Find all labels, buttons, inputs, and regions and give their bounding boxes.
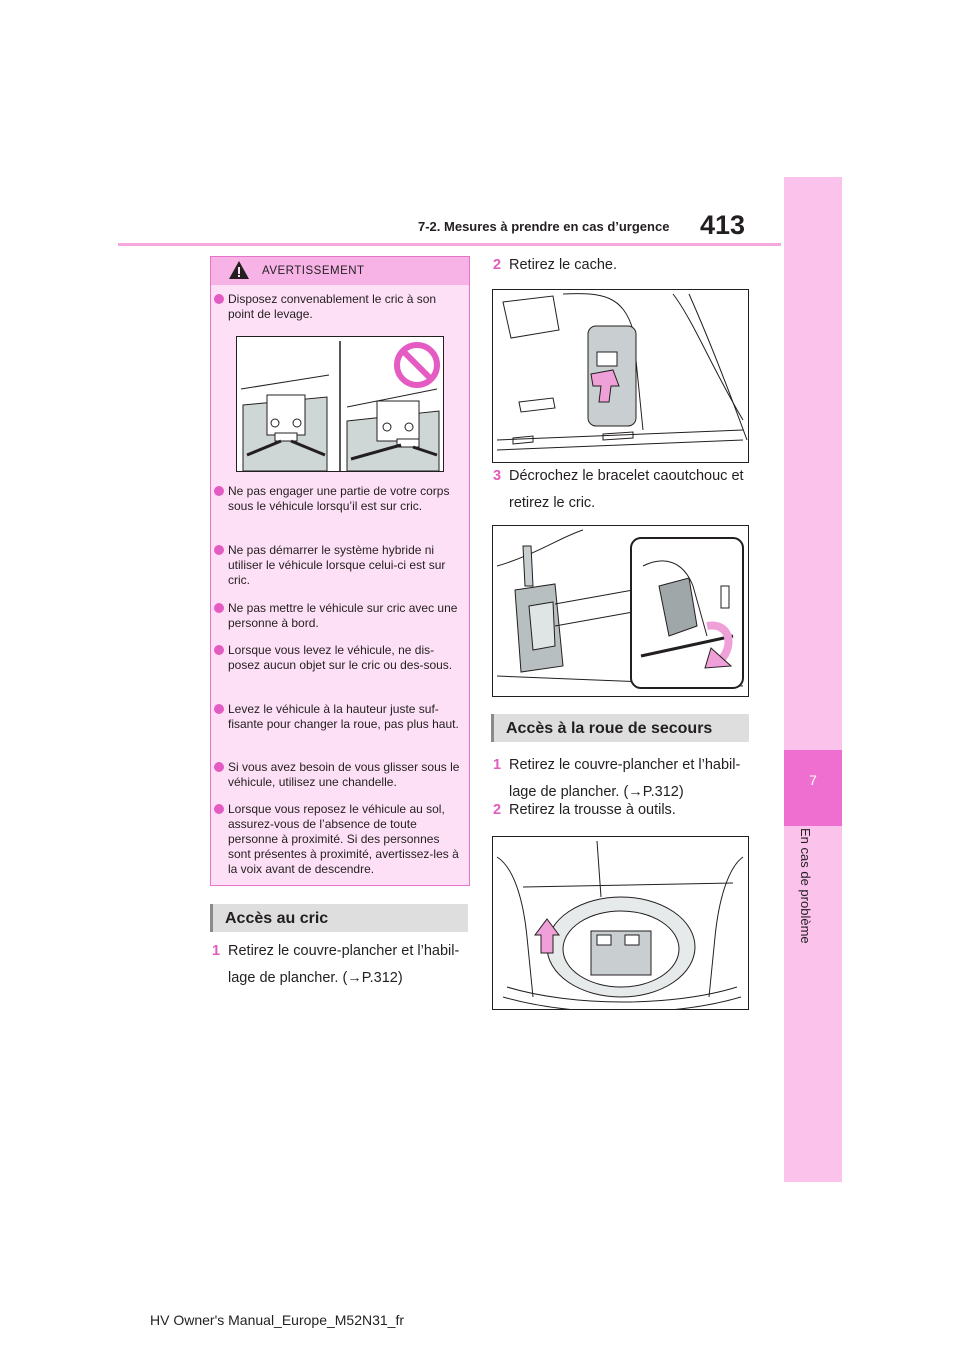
step-item: 1 Retirez le couvre-plancher et l’habil-lage de plancher. (→P.312) bbox=[493, 757, 741, 800]
warning-item: Lorsque vous reposez le véhicule au sol, assurez-vous de l’absence de toute personne à proximité. Si des personnes sont présentes à proximité, avertissez-les à la voix avant de descendre. bbox=[214, 802, 462, 877]
step-item: 2 Retirez le cache. bbox=[493, 257, 617, 273]
spare-wheel-illustration bbox=[492, 836, 749, 1010]
cover-removal-illustration bbox=[492, 289, 749, 463]
step-item: 2 Retirez la trousse à outils. bbox=[493, 802, 676, 818]
page-number: 413 bbox=[700, 210, 746, 240]
step-item: 1 Retirez le couvre-plancher et l’habil-lage de plancher. (→P.312) bbox=[212, 943, 460, 986]
section-heading-acces-cric: Accès au cric bbox=[210, 904, 468, 932]
jack-placement-illustration bbox=[236, 336, 444, 472]
warning-item: Ne pas mettre le véhicule sur cric avec une personne à bord. bbox=[214, 601, 462, 631]
header-divider bbox=[118, 243, 781, 246]
bullet-icon bbox=[214, 603, 224, 613]
warning-item: Disposez convenablement le cric à son point de levage. bbox=[214, 292, 462, 322]
jack-removal-illustration bbox=[492, 525, 749, 697]
section-heading-acces-roue: Accès à la roue de secours bbox=[491, 714, 749, 742]
chapter-number: 7 bbox=[809, 772, 817, 788]
section-title: 7-2. Mesures à prendre en cas d’urgence bbox=[418, 219, 670, 234]
bullet-icon bbox=[214, 645, 224, 655]
step-item: 3 Décrochez le bracelet caoutchouc et retirez le cric. bbox=[493, 468, 744, 511]
warning-item: Ne pas démarrer le système hybride ni utiliser le véhicule lorsque celui-ci est sur cric. bbox=[214, 543, 462, 588]
chapter-title: En cas de problème bbox=[798, 828, 813, 944]
warning-item: Lorsque vous levez le véhicule, ne dis-posez aucun objet sur le cric ou des-sous. bbox=[214, 643, 462, 673]
warning-title: AVERTISSEMENT bbox=[262, 265, 365, 277]
warning-item: Si vous avez besoin de vous glisser sous le véhicule, utilisez une chandelle. bbox=[214, 760, 462, 790]
chapter-side-tab bbox=[784, 177, 842, 1182]
warning-triangle-icon bbox=[228, 260, 250, 280]
chapter-number-box bbox=[784, 750, 842, 826]
bullet-icon bbox=[214, 762, 224, 772]
warning-item: Levez le véhicule à la hauteur juste suf-fisante pour changer la roue, pas plus haut. bbox=[214, 702, 462, 732]
bullet-icon bbox=[214, 704, 224, 714]
bullet-icon bbox=[214, 294, 224, 304]
bullet-icon bbox=[214, 486, 224, 496]
bullet-icon bbox=[214, 804, 224, 814]
warning-item: Ne pas engager une partie de votre corps sous le véhicule lorsqu’il est sur cric. bbox=[214, 484, 462, 514]
bullet-icon bbox=[214, 545, 224, 555]
footer-manual-id: HV Owner's Manual_Europe_M52N31_fr bbox=[150, 1312, 405, 1328]
